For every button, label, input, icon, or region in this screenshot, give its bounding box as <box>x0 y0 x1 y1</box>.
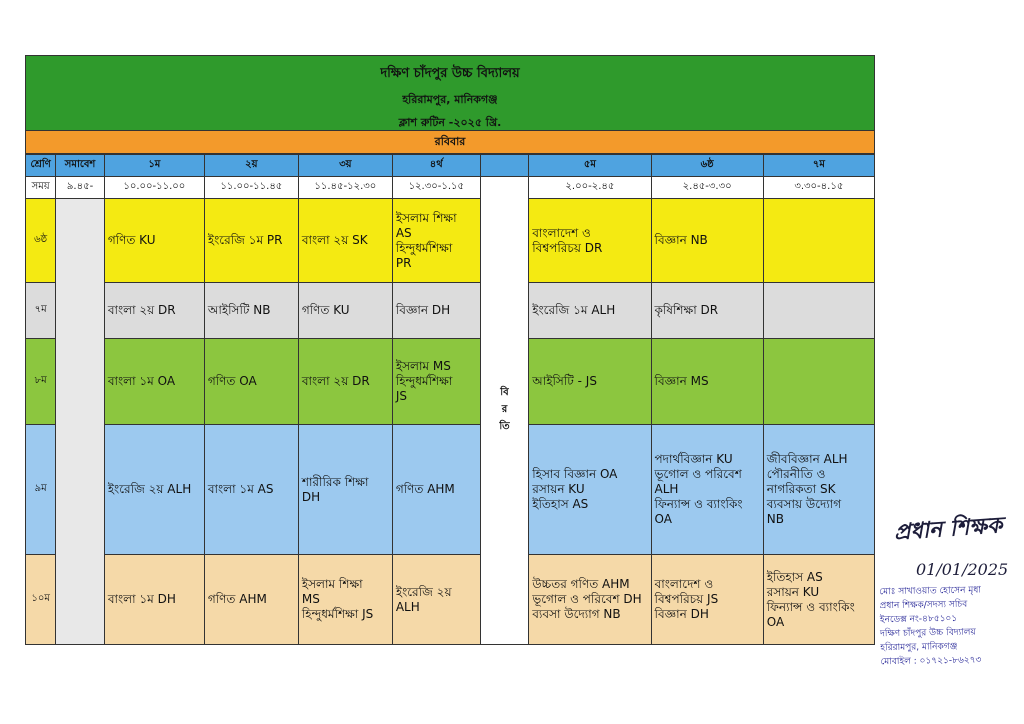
period-cell: গণিত KU <box>298 283 392 339</box>
class-label: ১০ম <box>26 555 56 645</box>
period-cell: কৃষিশিক্ষা DR <box>651 283 763 339</box>
class-row-7 <box>26 283 875 339</box>
class-row-6 <box>26 199 875 283</box>
time-p5: ২.০০-২.৪৫ <box>529 177 651 199</box>
period-cell: আইসিটি - JS <box>529 339 651 425</box>
headmaster-signature <box>880 512 1020 712</box>
period-cell: ইংরেজি ২য় ALH <box>104 425 204 555</box>
time-p1: ১০.০০-১১.০০ <box>104 177 204 199</box>
routine-sheet <box>25 55 875 645</box>
col-p2: ২য় <box>204 155 298 177</box>
routine-table <box>25 154 875 645</box>
signature-date: 01/01/2025 <box>916 560 1009 579</box>
period-cell: ইসলাম শিক্ষা MS হিন্দুধর্মশিক্ষা JS <box>298 555 392 645</box>
class-row-9 <box>26 425 875 555</box>
period-cell: বিজ্ঞান DH <box>392 283 480 339</box>
school-header <box>25 55 875 131</box>
assembly-cell <box>56 199 105 645</box>
period-cell: উচ্চতর গণিত AHM ভূগোল ও পরিবেশ DH ব্যবসা উদ্যোগ NB <box>529 555 651 645</box>
time-p7: ৩.৩০-৪.১৫ <box>763 177 874 199</box>
break-char: বি <box>500 387 509 398</box>
col-p7: ৭ম <box>763 155 874 177</box>
period-cell: বাংলা ১ম AS <box>204 425 298 555</box>
col-class: শ্রেণি <box>26 155 56 177</box>
school-name: দক্ষিণ চাঁদপুর উচ্চ বিদ্যালয় <box>380 66 520 81</box>
class-label: ৯ম <box>26 425 56 555</box>
col-p1: ১ম <box>104 155 204 177</box>
period-cell: ইংরেজি ২য় ALH <box>392 555 480 645</box>
period-cell <box>763 199 874 283</box>
official-stamp <box>879 583 1020 669</box>
day-bar: রবিবার <box>25 131 875 154</box>
period-cell: বাংলাদেশ ও বিশ্বপরিচয় JS বিজ্ঞান DH <box>651 555 763 645</box>
stamp-line: দক্ষিণ চাঁদপুর উচ্চ বিদ্যালয় <box>880 627 976 640</box>
period-cell: বাংলা ২য় DR <box>104 283 204 339</box>
class-row-10 <box>26 555 875 645</box>
period-cell: গণিত OA <box>204 339 298 425</box>
routine-title: ক্লাশ রুটিন -২০২৫ খ্রি. <box>398 116 502 129</box>
time-row <box>26 177 875 199</box>
period-cell: বাংলাদেশ ও বিশ্বপরিচয় DR <box>529 199 651 283</box>
col-assembly: সমাবেশ <box>56 155 105 177</box>
school-address: হরিরামপুর, মানিকগঞ্জ <box>402 93 498 106</box>
period-cell: হিসাব বিজ্ঞান OA রসায়ন KU ইতিহাস AS <box>529 425 651 555</box>
time-assembly: ৯.৪৫- <box>56 177 105 199</box>
period-cell: গণিত AHM <box>204 555 298 645</box>
period-cell: গণিত KU <box>104 199 204 283</box>
col-p4: ৪র্থ <box>392 155 480 177</box>
period-cell: ইংরেজি ১ম PR <box>204 199 298 283</box>
class-row-8 <box>26 339 875 425</box>
period-cell: শারীরিক শিক্ষা DH <box>298 425 392 555</box>
period-cell: ইংরেজি ১ম ALH <box>529 283 651 339</box>
column-header-row <box>26 155 875 177</box>
time-p4: ১২.৩০-১.১৫ <box>392 177 480 199</box>
period-cell: গণিত AHM <box>392 425 480 555</box>
period-cell: বিজ্ঞান MS <box>651 339 763 425</box>
stamp-line: ইনডেক্স নং-৪৮৫১০১ <box>879 613 958 626</box>
col-p6: ৬ষ্ঠ <box>651 155 763 177</box>
break-column <box>480 177 529 645</box>
period-cell: বাংলা ১ম DH <box>104 555 204 645</box>
col-p5: ৫ম <box>529 155 651 177</box>
col-p3: ৩য় <box>298 155 392 177</box>
class-label: ৮ম <box>26 339 56 425</box>
signature-name: প্রধান শিক্ষক <box>893 512 1004 546</box>
period-cell: পদার্থবিজ্ঞান KU ভূগোল ও পরিবেশ ALH ফিন্যান্স ও ব্যাংকিং OA <box>651 425 763 555</box>
time-p2: ১১.০০-১১.৪৫ <box>204 177 298 199</box>
break-char: র <box>501 404 508 415</box>
period-cell: বিজ্ঞান NB <box>651 199 763 283</box>
time-label: সময় <box>26 177 56 199</box>
class-label: ৬ষ্ঠ <box>26 199 56 283</box>
period-cell: বাংলা ১ম OA <box>104 339 204 425</box>
time-p6: ২.৪৫-৩.৩০ <box>651 177 763 199</box>
break-char: তি <box>499 421 510 432</box>
period-cell: ইসলাম শিক্ষা AS হিন্দুধর্মশিক্ষা PR <box>392 199 480 283</box>
period-cell: জীববিজ্ঞান ALH পৌরনীতি ও নাগরিকতা SK ব্যবসায় উদ্যোগ NB <box>763 425 874 555</box>
stamp-line: মোঃ সাখাওয়াত হোসেন মৃধা <box>879 585 982 598</box>
stamp-line: মোবাইল : ০১৭২১-৮৬২৭৩ <box>880 655 982 668</box>
period-cell: ইতিহাস AS রসায়ন KU ফিন্যান্স ও ব্যাংকিং OA <box>763 555 874 645</box>
period-cell <box>763 283 874 339</box>
col-break <box>480 155 529 177</box>
period-cell: আইসিটি NB <box>204 283 298 339</box>
stamp-line: হরিরামপুর, মানিকগঞ্জ <box>880 641 958 654</box>
stamp-line: প্রধান শিক্ষক/সদস্য সচিব <box>879 599 968 612</box>
period-cell: বাংলা ২য় DR <box>298 339 392 425</box>
time-p3: ১১.৪৫-১২.৩০ <box>298 177 392 199</box>
period-cell <box>763 339 874 425</box>
period-cell: ইসলাম MS হিন্দুধর্মশিক্ষা JS <box>392 339 480 425</box>
period-cell: বাংলা ২য় SK <box>298 199 392 283</box>
class-label: ৭ম <box>26 283 56 339</box>
